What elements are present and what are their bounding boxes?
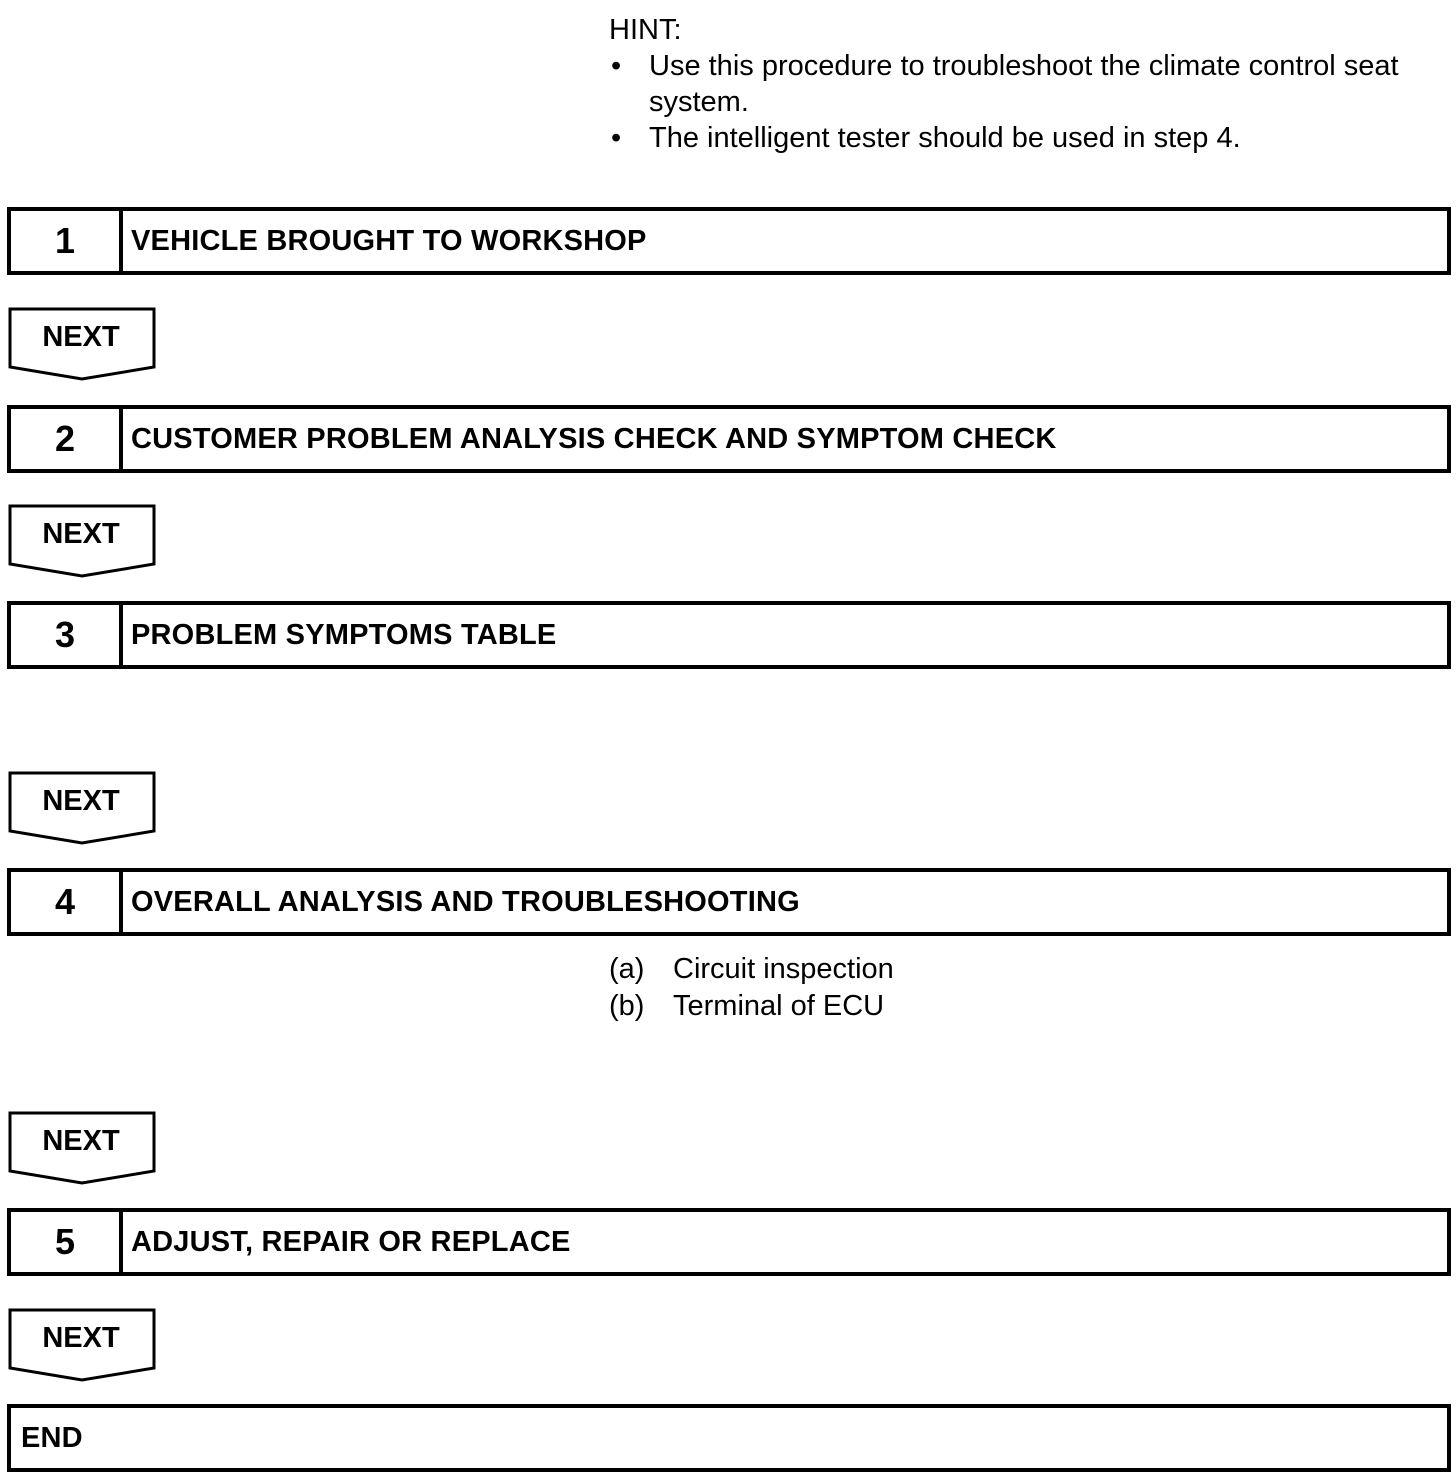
step-1-box bbox=[7, 207, 1451, 275]
hint-text: Use this procedure to troubleshoot the climate control seat system. bbox=[649, 50, 1399, 118]
step-title: CUSTOMER PROBLEM ANALYSIS CHECK AND SYMPTOM CHECK bbox=[131, 422, 1057, 455]
step-5-box bbox=[7, 1208, 1451, 1276]
next-button[interactable] bbox=[8, 1111, 156, 1185]
hint-block bbox=[609, 12, 1449, 156]
end-label: END bbox=[21, 1421, 83, 1454]
sub-item bbox=[609, 988, 894, 1025]
next-label: NEXT bbox=[42, 784, 120, 817]
hint-item bbox=[609, 120, 1449, 156]
step-4-subitems bbox=[609, 951, 894, 1025]
next-button[interactable] bbox=[8, 1308, 156, 1382]
sub-item-marker: (b) bbox=[609, 990, 645, 1022]
end-box bbox=[7, 1404, 1451, 1472]
step-title: PROBLEM SYMPTOMS TABLE bbox=[131, 618, 557, 651]
step-number: 1 bbox=[11, 211, 123, 271]
step-title: OVERALL ANALYSIS AND TROUBLESHOOTING bbox=[131, 885, 800, 918]
step-number: 2 bbox=[11, 409, 123, 469]
next-button[interactable] bbox=[8, 771, 156, 845]
step-number: 5 bbox=[11, 1212, 123, 1272]
sub-item-text: Terminal of ECU bbox=[673, 990, 885, 1022]
hint-text: The intelligent tester should be used in step 4. bbox=[649, 122, 1241, 154]
next-label: NEXT bbox=[42, 517, 120, 550]
next-label: NEXT bbox=[42, 320, 120, 353]
next-label: NEXT bbox=[42, 1124, 120, 1157]
sub-item-marker: (a) bbox=[609, 953, 645, 985]
next-button[interactable] bbox=[8, 307, 156, 381]
next-label: NEXT bbox=[42, 1321, 120, 1354]
hint-item bbox=[609, 48, 1449, 120]
step-number: 4 bbox=[11, 872, 123, 932]
sub-item-text: Circuit inspection bbox=[673, 953, 894, 985]
step-4-box bbox=[7, 868, 1451, 936]
bullet-icon: • bbox=[611, 50, 622, 82]
hint-title: HINT: bbox=[609, 14, 682, 46]
step-title: ADJUST, REPAIR OR REPLACE bbox=[131, 1225, 571, 1258]
step-2-box bbox=[7, 405, 1451, 473]
step-number: 3 bbox=[11, 605, 123, 665]
step-title: VEHICLE BROUGHT TO WORKSHOP bbox=[131, 224, 647, 257]
next-button[interactable] bbox=[8, 504, 156, 578]
bullet-icon: • bbox=[611, 122, 622, 154]
sub-item bbox=[609, 951, 894, 988]
step-3-box bbox=[7, 601, 1451, 669]
